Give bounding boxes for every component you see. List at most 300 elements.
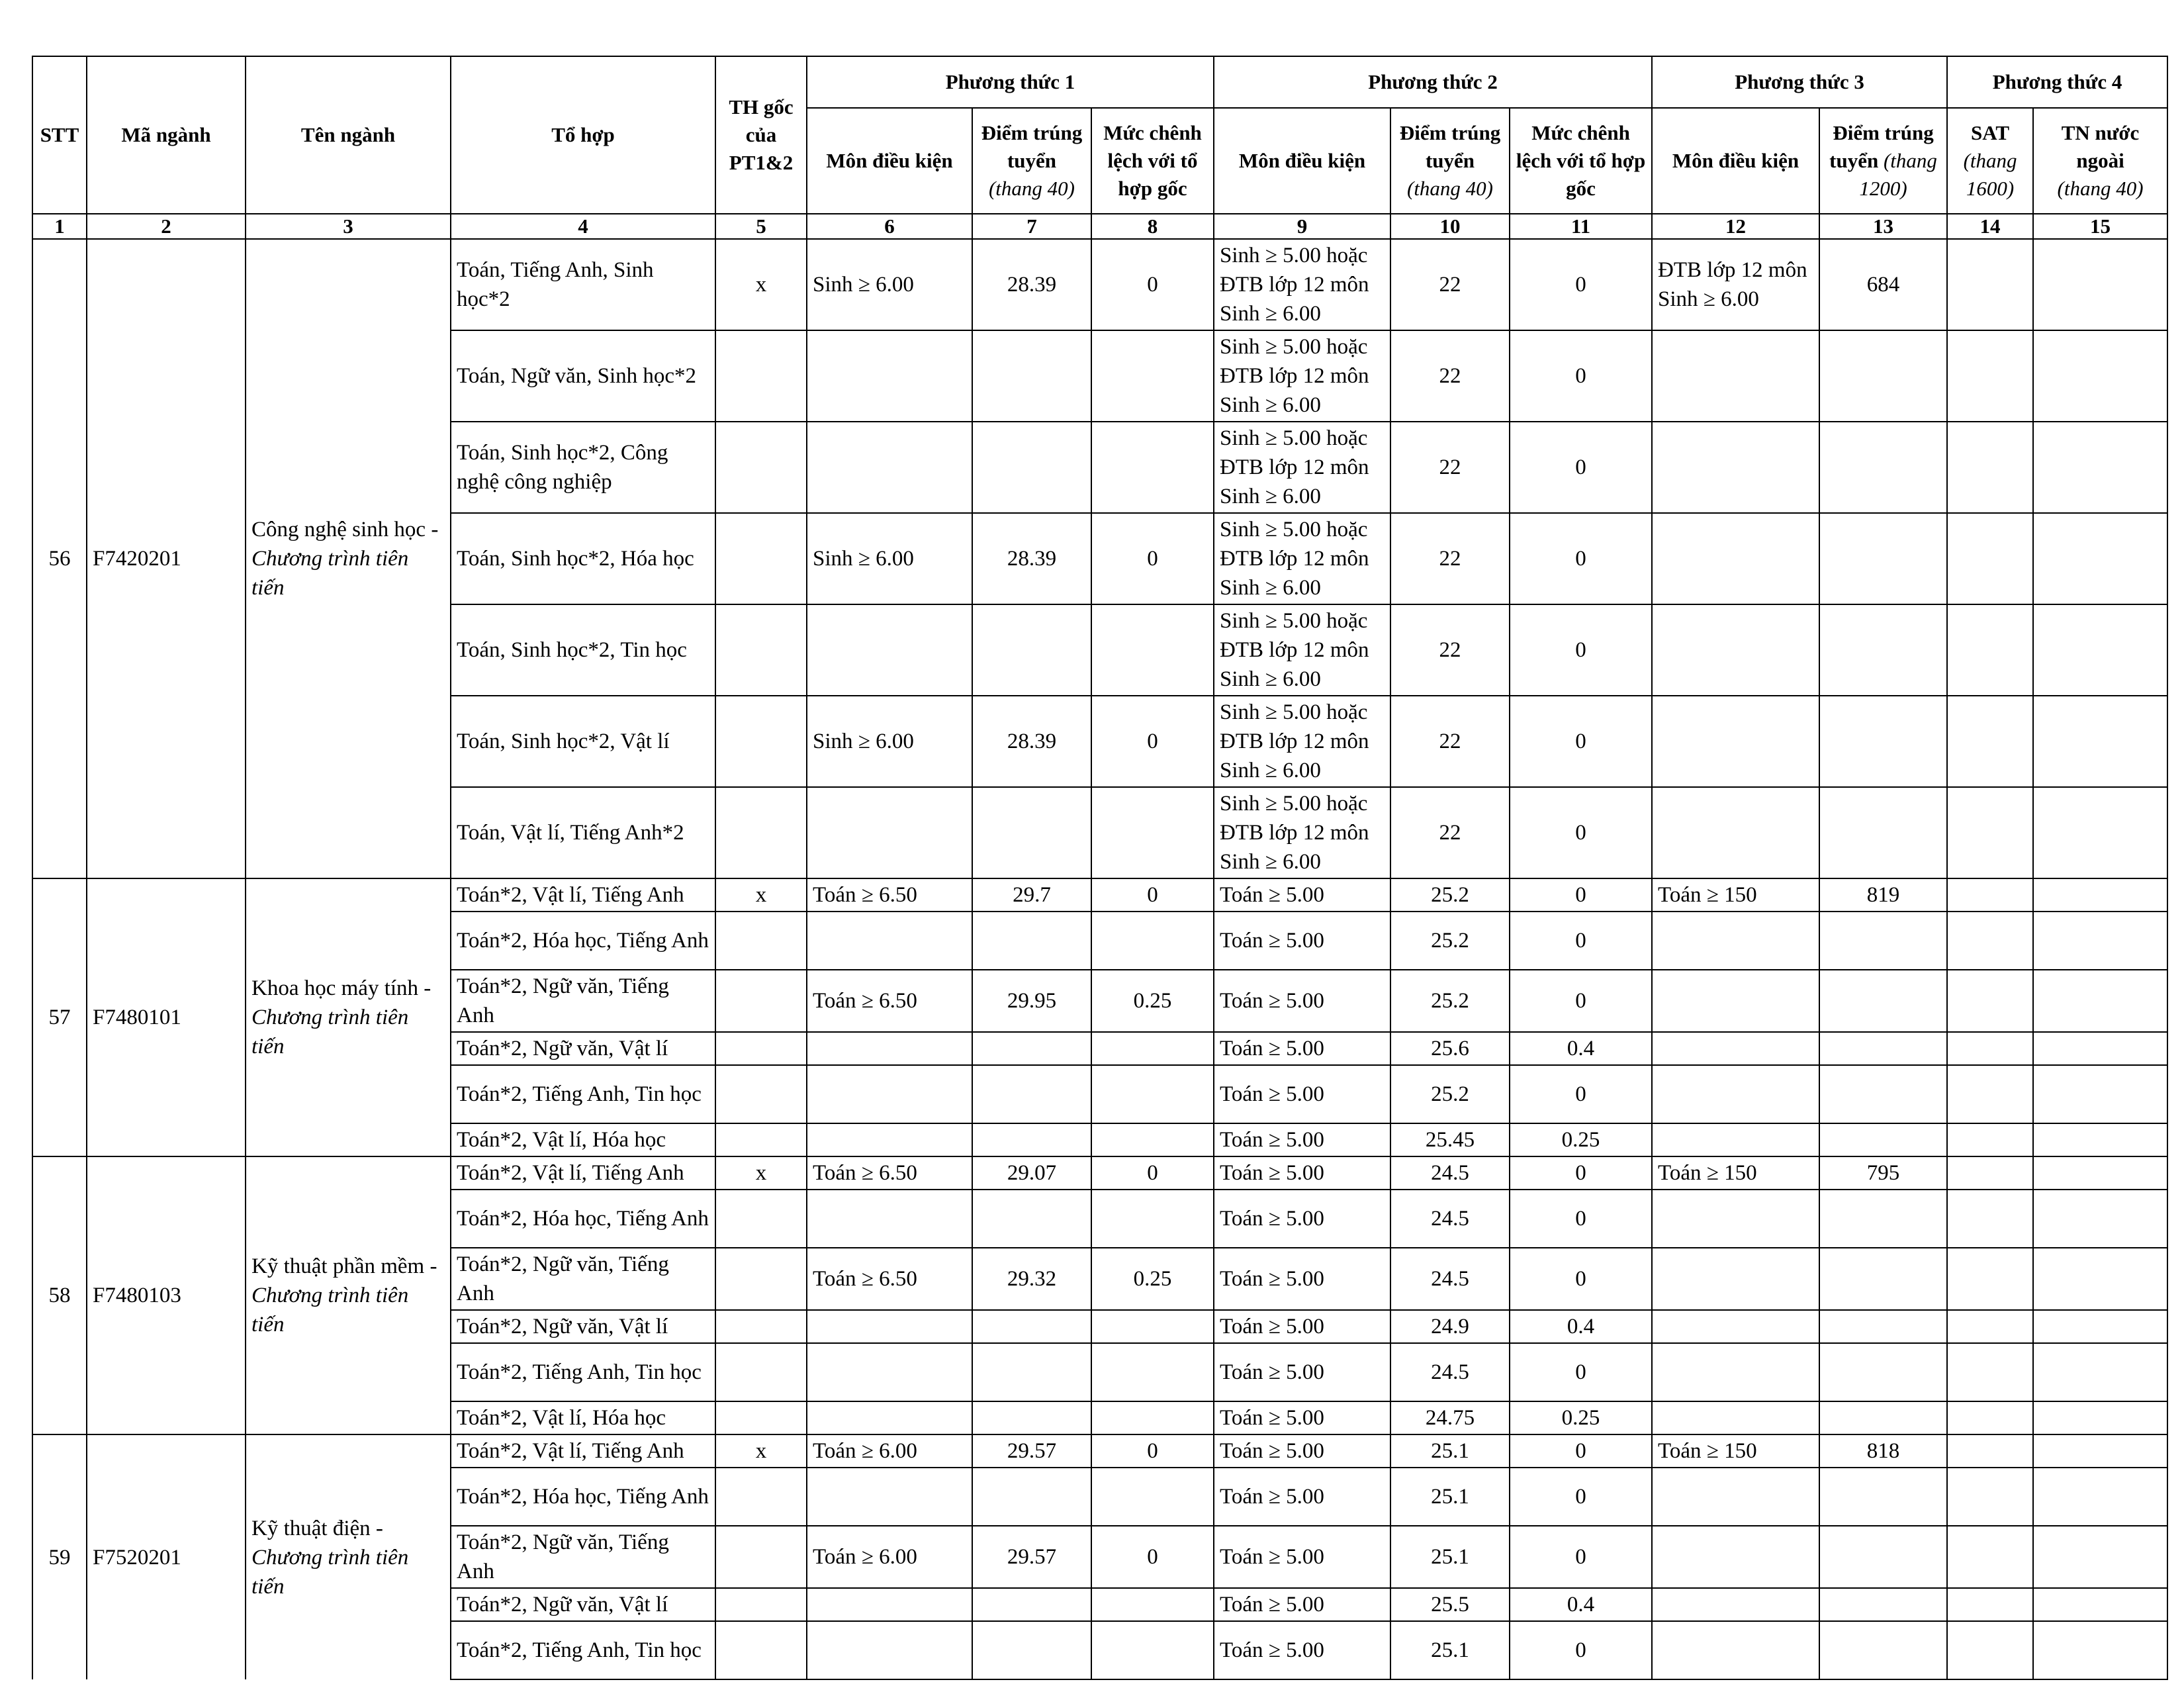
pt2-chenh-cell: 0.4 bbox=[1510, 1032, 1652, 1065]
pt3-mon-cell bbox=[1652, 1343, 1819, 1401]
ma-nganh-cell: F7480103 bbox=[87, 1156, 246, 1434]
to-hop-cell: Toán*2, Vật lí, Tiếng Anh bbox=[451, 878, 715, 912]
pt1-mon-cell: Toán ≥ 6.00 bbox=[807, 1526, 972, 1588]
stt-cell: 56 bbox=[32, 239, 87, 878]
pt3-mon-cell bbox=[1652, 912, 1819, 970]
pt2-diem-cell: 25.1 bbox=[1390, 1526, 1510, 1588]
pt3-mon-cell bbox=[1652, 1621, 1819, 1679]
pt3-mon-cell bbox=[1652, 330, 1819, 422]
column-number-cell: 5 bbox=[715, 214, 807, 239]
sat-cell bbox=[1947, 912, 2033, 970]
pt1-chenh-cell bbox=[1091, 330, 1214, 422]
tn-cell bbox=[2033, 1401, 2167, 1434]
pt2-mon-cell: Sinh ≥ 5.00 hoặc ĐTB lớp 12 môn Sinh ≥ 6.00 bbox=[1214, 239, 1390, 330]
ma-nganh-cell: F7520201 bbox=[87, 1434, 246, 1679]
column-number-cell: 7 bbox=[972, 214, 1091, 239]
sat-cell bbox=[1947, 330, 2033, 422]
header-pt3-diem-label: Điểm trúng tuyển bbox=[1829, 121, 1934, 172]
tn-cell bbox=[2033, 1468, 2167, 1526]
sat-cell bbox=[1947, 1434, 2033, 1468]
column-number-cell: 10 bbox=[1390, 214, 1510, 239]
header-pt3-diem bbox=[1819, 108, 1947, 214]
header-stt: STT bbox=[32, 56, 87, 214]
pt1-mon-cell: Toán ≥ 6.00 bbox=[807, 1434, 972, 1468]
pt1-diem-cell: 29.7 bbox=[972, 878, 1091, 912]
pt1-chenh-cell bbox=[1091, 787, 1214, 878]
th-goc-cell bbox=[715, 1032, 807, 1065]
tn-cell bbox=[2033, 787, 2167, 878]
sat-cell bbox=[1947, 1310, 2033, 1343]
sat-cell bbox=[1947, 1123, 2033, 1156]
header-pt1-diem bbox=[972, 108, 1091, 214]
ten-nganh-cell bbox=[246, 1434, 451, 1679]
column-number-row bbox=[32, 214, 2167, 239]
pt1-diem-cell bbox=[972, 1468, 1091, 1526]
to-hop-cell: Toán, Tiếng Anh, Sinh học*2 bbox=[451, 239, 715, 330]
ten-nganh-cell bbox=[246, 1156, 451, 1434]
pt1-chenh-cell bbox=[1091, 1032, 1214, 1065]
stt-cell: 59 bbox=[32, 1434, 87, 1679]
pt1-diem-cell: 28.39 bbox=[972, 696, 1091, 787]
pt1-diem-cell bbox=[972, 1588, 1091, 1621]
pt1-mon-cell: Toán ≥ 6.50 bbox=[807, 878, 972, 912]
pt2-diem-cell: 25.1 bbox=[1390, 1434, 1510, 1468]
admission-score-table bbox=[32, 56, 2168, 1680]
pt3-diem-cell bbox=[1819, 422, 1947, 513]
pt2-diem-cell: 24.75 bbox=[1390, 1401, 1510, 1434]
sat-cell bbox=[1947, 1343, 2033, 1401]
header-ma-nganh: Mã ngành bbox=[87, 56, 246, 214]
pt2-diem-cell: 25.2 bbox=[1390, 970, 1510, 1032]
header-pt2-diem bbox=[1390, 108, 1510, 214]
pt1-mon-cell bbox=[807, 1190, 972, 1248]
pt3-mon-cell bbox=[1652, 1468, 1819, 1526]
pt1-mon-cell bbox=[807, 1621, 972, 1679]
column-number-cell: 12 bbox=[1652, 214, 1819, 239]
pt1-chenh-cell: 0.25 bbox=[1091, 970, 1214, 1032]
header-sat-label: SAT bbox=[1971, 121, 2010, 144]
pt1-diem-cell bbox=[972, 330, 1091, 422]
sat-cell bbox=[1947, 1588, 2033, 1621]
tn-cell bbox=[2033, 330, 2167, 422]
header-pt3-diem-scale: (thang 1200) bbox=[1859, 149, 1937, 200]
pt1-mon-cell bbox=[807, 787, 972, 878]
th-goc-cell bbox=[715, 787, 807, 878]
header-th-goc bbox=[715, 56, 807, 214]
pt3-mon-cell bbox=[1652, 1248, 1819, 1310]
th-goc-cell bbox=[715, 912, 807, 970]
th-goc-cell bbox=[715, 1310, 807, 1343]
pt3-diem-cell bbox=[1819, 1621, 1947, 1679]
to-hop-cell: Toán*2, Ngữ văn, Vật lí bbox=[451, 1032, 715, 1065]
pt2-chenh-cell: 0 bbox=[1510, 696, 1652, 787]
th-goc-cell bbox=[715, 330, 807, 422]
chuong-trinh-text: Chương trình tiên tiến bbox=[251, 1284, 409, 1336]
pt1-chenh-cell: 0.25 bbox=[1091, 1248, 1214, 1310]
tn-cell bbox=[2033, 1310, 2167, 1343]
sat-cell bbox=[1947, 1526, 2033, 1588]
pt2-chenh-cell: 0 bbox=[1510, 912, 1652, 970]
pt3-diem-cell bbox=[1819, 787, 1947, 878]
pt3-mon-cell: ĐTB lớp 12 môn Sinh ≥ 6.00 bbox=[1652, 239, 1819, 330]
pt2-mon-cell: Sinh ≥ 5.00 hoặc ĐTB lớp 12 môn Sinh ≥ 6.00 bbox=[1214, 696, 1390, 787]
pt3-diem-cell bbox=[1819, 1190, 1947, 1248]
pt2-diem-cell: 24.9 bbox=[1390, 1310, 1510, 1343]
header-tn-scale: (thang 40) bbox=[2057, 177, 2144, 200]
pt3-diem-cell bbox=[1819, 330, 1947, 422]
th-goc-cell bbox=[715, 1526, 807, 1588]
chuong-trinh-text: Chương trình tiên tiến bbox=[251, 547, 409, 600]
th-goc-cell bbox=[715, 1343, 807, 1401]
to-hop-cell: Toán*2, Ngữ văn, Vật lí bbox=[451, 1310, 715, 1343]
pt2-chenh-cell: 0 bbox=[1510, 878, 1652, 912]
column-number-cell: 3 bbox=[246, 214, 451, 239]
pt3-mon-cell: Toán ≥ 150 bbox=[1652, 878, 1819, 912]
pt1-diem-cell bbox=[972, 1343, 1091, 1401]
pt2-mon-cell: Toán ≥ 5.00 bbox=[1214, 1156, 1390, 1190]
pt1-chenh-cell: 0 bbox=[1091, 239, 1214, 330]
th-goc-cell: x bbox=[715, 878, 807, 912]
column-number-cell: 11 bbox=[1510, 214, 1652, 239]
pt2-diem-cell: 24.5 bbox=[1390, 1248, 1510, 1310]
stt-cell: 58 bbox=[32, 1156, 87, 1434]
to-hop-cell: Toán*2, Ngữ văn, Vật lí bbox=[451, 1588, 715, 1621]
pt3-mon-cell bbox=[1652, 422, 1819, 513]
sat-cell bbox=[1947, 513, 2033, 604]
pt3-mon-cell bbox=[1652, 1190, 1819, 1248]
table-body bbox=[32, 239, 2167, 1679]
pt3-diem-cell bbox=[1819, 1032, 1947, 1065]
pt2-mon-cell: Toán ≥ 5.00 bbox=[1214, 1401, 1390, 1434]
to-hop-cell: Toán, Sinh học*2, Hóa học bbox=[451, 513, 715, 604]
tn-cell bbox=[2033, 1065, 2167, 1123]
header-th-goc-l2: của bbox=[745, 123, 777, 146]
pt2-diem-cell: 22 bbox=[1390, 330, 1510, 422]
pt1-diem-cell bbox=[972, 1621, 1091, 1679]
to-hop-cell: Toán*2, Vật lí, Tiếng Anh bbox=[451, 1434, 715, 1468]
pt3-mon-cell bbox=[1652, 1526, 1819, 1588]
pt1-mon-cell bbox=[807, 912, 972, 970]
header-pt1-chenh: Mức chênh lệch với tổ hợp gốc bbox=[1091, 108, 1214, 214]
pt1-mon-cell: Sinh ≥ 6.00 bbox=[807, 239, 972, 330]
sat-cell bbox=[1947, 1621, 2033, 1679]
pt2-mon-cell: Toán ≥ 5.00 bbox=[1214, 912, 1390, 970]
pt2-chenh-cell: 0 bbox=[1510, 239, 1652, 330]
header-pt1: Phương thức 1 bbox=[807, 56, 1214, 108]
sat-cell bbox=[1947, 604, 2033, 696]
tn-cell bbox=[2033, 1621, 2167, 1679]
ten-nganh-text: Kỹ thuật phần mềm - bbox=[251, 1254, 437, 1278]
header-th-goc-l1: TH gốc bbox=[729, 95, 794, 118]
pt1-mon-cell bbox=[807, 1032, 972, 1065]
pt2-diem-cell: 25.1 bbox=[1390, 1621, 1510, 1679]
pt2-mon-cell: Toán ≥ 5.00 bbox=[1214, 1621, 1390, 1679]
header-pt3-mon: Môn điều kiện bbox=[1652, 108, 1819, 214]
sat-cell bbox=[1947, 696, 2033, 787]
sat-cell bbox=[1947, 970, 2033, 1032]
pt2-diem-cell: 22 bbox=[1390, 787, 1510, 878]
pt2-mon-cell: Toán ≥ 5.00 bbox=[1214, 1588, 1390, 1621]
th-goc-cell bbox=[715, 1588, 807, 1621]
column-number-cell: 8 bbox=[1091, 214, 1214, 239]
sat-cell bbox=[1947, 1156, 2033, 1190]
pt2-diem-cell: 22 bbox=[1390, 422, 1510, 513]
pt1-diem-cell bbox=[972, 1065, 1091, 1123]
column-number-cell: 2 bbox=[87, 214, 246, 239]
header-pt2-chenh: Mức chênh lệch với tổ hợp gốc bbox=[1510, 108, 1652, 214]
sat-cell bbox=[1947, 1190, 2033, 1248]
header-pt4: Phương thức 4 bbox=[1947, 56, 2167, 108]
header-th-goc-l3: PT1&2 bbox=[729, 151, 794, 174]
ma-nganh-cell: F7420201 bbox=[87, 239, 246, 878]
th-goc-cell bbox=[715, 1401, 807, 1434]
pt2-diem-cell: 25.2 bbox=[1390, 912, 1510, 970]
pt3-diem-cell bbox=[1819, 1123, 1947, 1156]
sat-cell bbox=[1947, 1401, 2033, 1434]
tn-cell bbox=[2033, 912, 2167, 970]
th-goc-cell bbox=[715, 1248, 807, 1310]
th-goc-cell bbox=[715, 1468, 807, 1526]
tn-cell bbox=[2033, 1434, 2167, 1468]
to-hop-cell: Toán*2, Vật lí, Hóa học bbox=[451, 1123, 715, 1156]
tn-cell bbox=[2033, 878, 2167, 912]
th-goc-cell: x bbox=[715, 1434, 807, 1468]
pt1-chenh-cell: 0 bbox=[1091, 878, 1214, 912]
tn-cell bbox=[2033, 422, 2167, 513]
tn-cell bbox=[2033, 1123, 2167, 1156]
to-hop-cell: Toán*2, Hóa học, Tiếng Anh bbox=[451, 912, 715, 970]
to-hop-cell: Toán*2, Ngữ văn, Tiếng Anh bbox=[451, 1526, 715, 1588]
pt3-diem-cell: 795 bbox=[1819, 1156, 1947, 1190]
pt1-chenh-cell bbox=[1091, 1310, 1214, 1343]
pt2-diem-cell: 25.5 bbox=[1390, 1588, 1510, 1621]
pt2-chenh-cell: 0 bbox=[1510, 1526, 1652, 1588]
pt1-mon-cell: Toán ≥ 6.50 bbox=[807, 1248, 972, 1310]
header-pt2-mon: Môn điều kiện bbox=[1214, 108, 1390, 214]
pt1-mon-cell: Sinh ≥ 6.00 bbox=[807, 513, 972, 604]
header-sat-scale: (thang 1600) bbox=[1963, 149, 2017, 200]
table-row bbox=[32, 878, 2167, 912]
pt2-chenh-cell: 0 bbox=[1510, 1343, 1652, 1401]
pt3-diem-cell bbox=[1819, 604, 1947, 696]
pt1-mon-cell: Sinh ≥ 6.00 bbox=[807, 696, 972, 787]
pt3-diem-cell bbox=[1819, 1065, 1947, 1123]
pt3-diem-cell bbox=[1819, 696, 1947, 787]
to-hop-cell: Toán, Ngữ văn, Sinh học*2 bbox=[451, 330, 715, 422]
to-hop-cell: Toán*2, Ngữ văn, Tiếng Anh bbox=[451, 1248, 715, 1310]
header-pt2-diem-label: Điểm trúng tuyển bbox=[1399, 121, 1501, 172]
pt2-diem-cell: 22 bbox=[1390, 239, 1510, 330]
pt2-chenh-cell: 0 bbox=[1510, 1190, 1652, 1248]
pt1-diem-cell bbox=[972, 787, 1091, 878]
pt3-diem-cell bbox=[1819, 1248, 1947, 1310]
table-row bbox=[32, 239, 2167, 330]
pt1-diem-cell: 28.39 bbox=[972, 239, 1091, 330]
pt2-mon-cell: Sinh ≥ 5.00 hoặc ĐTB lớp 12 môn Sinh ≥ 6.00 bbox=[1214, 330, 1390, 422]
pt2-chenh-cell: 0 bbox=[1510, 604, 1652, 696]
header-pt3: Phương thức 3 bbox=[1652, 56, 1947, 108]
pt2-diem-cell: 25.6 bbox=[1390, 1032, 1510, 1065]
th-goc-cell bbox=[715, 1190, 807, 1248]
pt2-chenh-cell: 0 bbox=[1510, 513, 1652, 604]
pt1-diem-cell bbox=[972, 1032, 1091, 1065]
pt2-chenh-cell: 0 bbox=[1510, 787, 1652, 878]
pt1-chenh-cell: 0 bbox=[1091, 696, 1214, 787]
pt2-mon-cell: Toán ≥ 5.00 bbox=[1214, 1248, 1390, 1310]
ten-nganh-cell bbox=[246, 878, 451, 1156]
column-number-cell: 14 bbox=[1947, 214, 2033, 239]
pt1-diem-cell bbox=[972, 1401, 1091, 1434]
pt2-diem-cell: 24.5 bbox=[1390, 1343, 1510, 1401]
to-hop-cell: Toán, Vật lí, Tiếng Anh*2 bbox=[451, 787, 715, 878]
pt3-diem-cell bbox=[1819, 513, 1947, 604]
pt3-mon-cell bbox=[1652, 513, 1819, 604]
pt3-mon-cell bbox=[1652, 696, 1819, 787]
pt1-mon-cell bbox=[807, 1065, 972, 1123]
pt2-mon-cell: Sinh ≥ 5.00 hoặc ĐTB lớp 12 môn Sinh ≥ 6.00 bbox=[1214, 422, 1390, 513]
th-goc-cell bbox=[715, 1065, 807, 1123]
pt3-diem-cell bbox=[1819, 1343, 1947, 1401]
header-pt1-diem-scale: (thang 40) bbox=[988, 177, 1075, 200]
to-hop-cell: Toán*2, Tiếng Anh, Tin học bbox=[451, 1065, 715, 1123]
to-hop-cell: Toán*2, Tiếng Anh, Tin học bbox=[451, 1621, 715, 1679]
table-row bbox=[32, 1156, 2167, 1190]
pt2-diem-cell: 22 bbox=[1390, 604, 1510, 696]
to-hop-cell: Toán*2, Tiếng Anh, Tin học bbox=[451, 1343, 715, 1401]
pt2-mon-cell: Toán ≥ 5.00 bbox=[1214, 878, 1390, 912]
pt2-diem-cell: 22 bbox=[1390, 513, 1510, 604]
pt3-diem-cell: 684 bbox=[1819, 239, 1947, 330]
pt3-mon-cell bbox=[1652, 1588, 1819, 1621]
ten-nganh-cell bbox=[246, 239, 451, 878]
pt2-diem-cell: 25.45 bbox=[1390, 1123, 1510, 1156]
pt2-diem-cell: 24.5 bbox=[1390, 1156, 1510, 1190]
th-goc-cell bbox=[715, 513, 807, 604]
pt3-diem-cell bbox=[1819, 1526, 1947, 1588]
tn-cell bbox=[2033, 1526, 2167, 1588]
to-hop-cell: Toán*2, Vật lí, Tiếng Anh bbox=[451, 1156, 715, 1190]
pt2-chenh-cell: 0 bbox=[1510, 1434, 1652, 1468]
pt2-mon-cell: Toán ≥ 5.00 bbox=[1214, 1190, 1390, 1248]
pt3-mon-cell bbox=[1652, 1401, 1819, 1434]
pt2-chenh-cell: 0 bbox=[1510, 422, 1652, 513]
sat-cell bbox=[1947, 422, 2033, 513]
pt2-diem-cell: 25.2 bbox=[1390, 878, 1510, 912]
pt1-mon-cell bbox=[807, 1468, 972, 1526]
pt1-diem-cell: 29.32 bbox=[972, 1248, 1091, 1310]
pt2-chenh-cell: 0 bbox=[1510, 1621, 1652, 1679]
pt1-diem-cell bbox=[972, 1190, 1091, 1248]
stt-cell: 57 bbox=[32, 878, 87, 1156]
pt3-diem-cell: 818 bbox=[1819, 1434, 1947, 1468]
pt2-chenh-cell: 0.25 bbox=[1510, 1123, 1652, 1156]
pt1-chenh-cell bbox=[1091, 1588, 1214, 1621]
pt2-mon-cell: Sinh ≥ 5.00 hoặc ĐTB lớp 12 môn Sinh ≥ 6.00 bbox=[1214, 787, 1390, 878]
tn-cell bbox=[2033, 1343, 2167, 1401]
pt1-chenh-cell: 0 bbox=[1091, 513, 1214, 604]
pt2-mon-cell: Toán ≥ 5.00 bbox=[1214, 970, 1390, 1032]
pt2-diem-cell: 25.2 bbox=[1390, 1065, 1510, 1123]
header-pt2-diem-scale: (thang 40) bbox=[1407, 177, 1494, 200]
tn-cell bbox=[2033, 1156, 2167, 1190]
pt2-mon-cell: Toán ≥ 5.00 bbox=[1214, 1526, 1390, 1588]
pt2-chenh-cell: 0 bbox=[1510, 1156, 1652, 1190]
pt3-mon-cell bbox=[1652, 787, 1819, 878]
tn-cell bbox=[2033, 1588, 2167, 1621]
column-number-cell: 1 bbox=[32, 214, 87, 239]
pt3-diem-cell: 819 bbox=[1819, 878, 1947, 912]
pt3-diem-cell bbox=[1819, 1468, 1947, 1526]
sat-cell bbox=[1947, 787, 2033, 878]
pt2-chenh-cell: 0 bbox=[1510, 970, 1652, 1032]
sat-cell bbox=[1947, 1065, 2033, 1123]
tn-cell bbox=[2033, 239, 2167, 330]
tn-cell bbox=[2033, 1032, 2167, 1065]
pt1-chenh-cell bbox=[1091, 1190, 1214, 1248]
to-hop-cell: Toán, Sinh học*2, Công nghệ công nghiệp bbox=[451, 422, 715, 513]
pt1-chenh-cell bbox=[1091, 1468, 1214, 1526]
pt3-mon-cell bbox=[1652, 604, 1819, 696]
pt1-diem-cell: 29.57 bbox=[972, 1434, 1091, 1468]
pt2-chenh-cell: 0 bbox=[1510, 1248, 1652, 1310]
pt3-diem-cell bbox=[1819, 1588, 1947, 1621]
sat-cell bbox=[1947, 1468, 2033, 1526]
pt3-diem-cell bbox=[1819, 1310, 1947, 1343]
pt2-mon-cell: Toán ≥ 5.00 bbox=[1214, 1310, 1390, 1343]
to-hop-cell: Toán*2, Ngữ văn, Tiếng Anh bbox=[451, 970, 715, 1032]
pt1-diem-cell bbox=[972, 1310, 1091, 1343]
header-pt2: Phương thức 2 bbox=[1214, 56, 1652, 108]
pt3-mon-cell: Toán ≥ 150 bbox=[1652, 1156, 1819, 1190]
pt2-mon-cell: Toán ≥ 5.00 bbox=[1214, 1468, 1390, 1526]
pt2-mon-cell: Toán ≥ 5.00 bbox=[1214, 1343, 1390, 1401]
pt1-diem-cell bbox=[972, 604, 1091, 696]
sat-cell bbox=[1947, 1032, 2033, 1065]
header-tn-label: TN nước ngoài bbox=[2061, 121, 2140, 172]
pt1-chenh-cell bbox=[1091, 1123, 1214, 1156]
header-pt1-diem-label: Điểm trúng tuyển bbox=[981, 121, 1083, 172]
pt3-mon-cell bbox=[1652, 1310, 1819, 1343]
sat-cell bbox=[1947, 878, 2033, 912]
header-ten-nganh: Tên ngành bbox=[246, 56, 451, 214]
tn-cell bbox=[2033, 1190, 2167, 1248]
pt3-diem-cell bbox=[1819, 970, 1947, 1032]
header-sat bbox=[1947, 108, 2033, 214]
pt1-mon-cell bbox=[807, 604, 972, 696]
th-goc-cell bbox=[715, 422, 807, 513]
th-goc-cell bbox=[715, 1621, 807, 1679]
pt1-mon-cell bbox=[807, 1401, 972, 1434]
sat-cell bbox=[1947, 1248, 2033, 1310]
pt1-mon-cell bbox=[807, 422, 972, 513]
tn-cell bbox=[2033, 604, 2167, 696]
chuong-trinh-text: Chương trình tiên tiến bbox=[251, 1545, 409, 1599]
pt1-chenh-cell bbox=[1091, 1621, 1214, 1679]
th-goc-cell bbox=[715, 1123, 807, 1156]
pt1-mon-cell bbox=[807, 1343, 972, 1401]
pt2-chenh-cell: 0 bbox=[1510, 330, 1652, 422]
pt2-mon-cell: Sinh ≥ 5.00 hoặc ĐTB lớp 12 môn Sinh ≥ 6.00 bbox=[1214, 604, 1390, 696]
to-hop-cell: Toán, Sinh học*2, Vật lí bbox=[451, 696, 715, 787]
pt3-mon-cell: Toán ≥ 150 bbox=[1652, 1434, 1819, 1468]
pt2-mon-cell: Toán ≥ 5.00 bbox=[1214, 1065, 1390, 1123]
th-goc-cell bbox=[715, 970, 807, 1032]
pt3-diem-cell bbox=[1819, 1401, 1947, 1434]
pt3-diem-cell bbox=[1819, 912, 1947, 970]
pt2-mon-cell: Sinh ≥ 5.00 hoặc ĐTB lớp 12 môn Sinh ≥ 6.00 bbox=[1214, 513, 1390, 604]
pt2-chenh-cell: 0 bbox=[1510, 1065, 1652, 1123]
pt1-chenh-cell bbox=[1091, 1343, 1214, 1401]
